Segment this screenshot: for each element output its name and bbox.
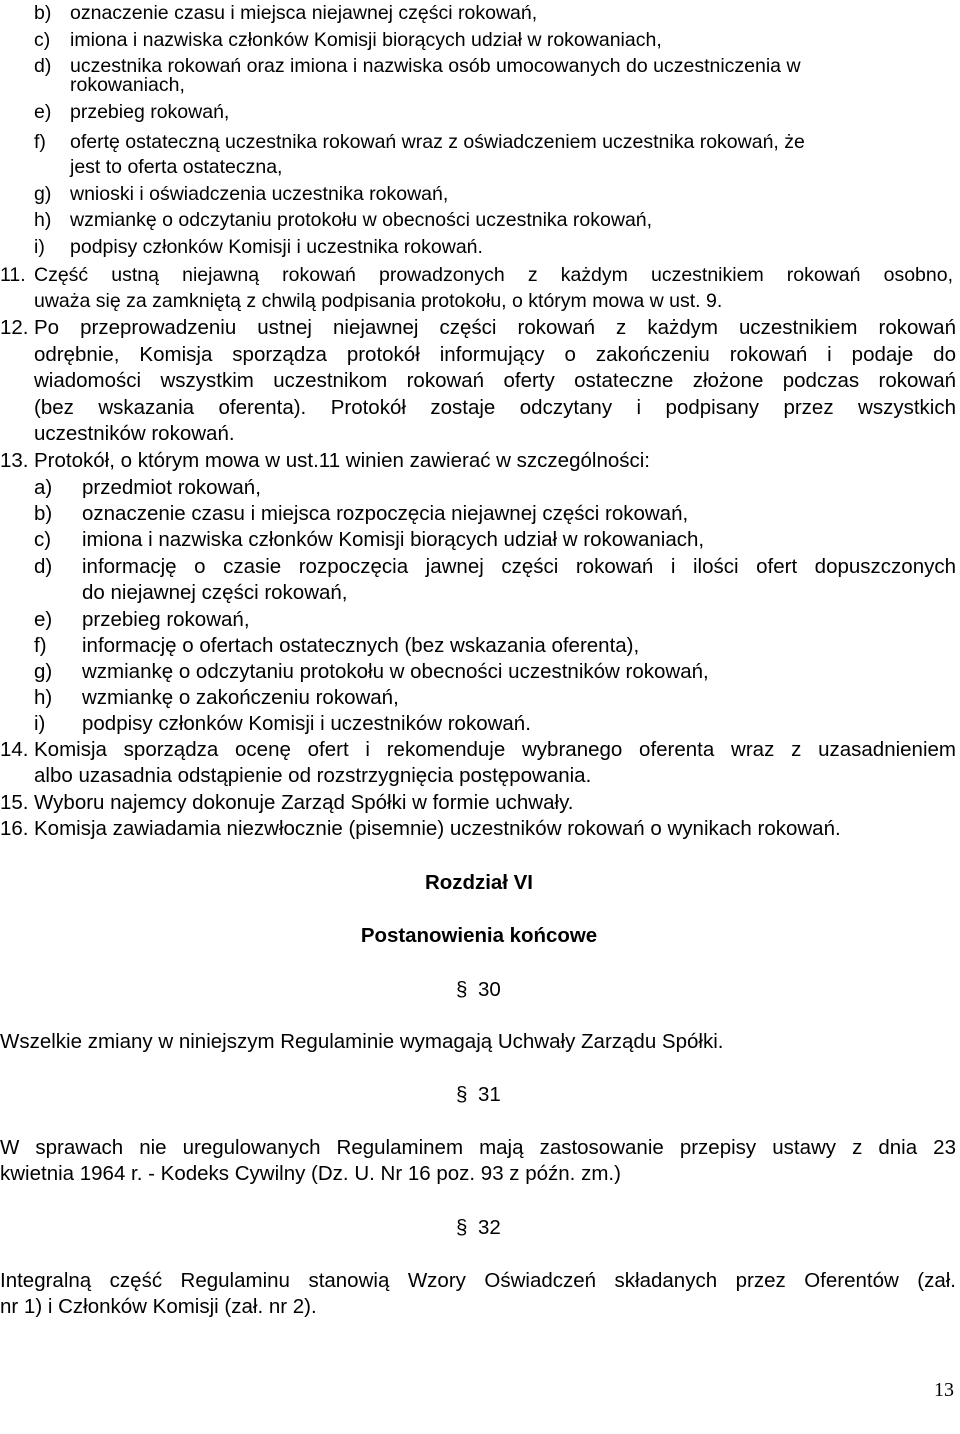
- section-32-text: Integralną część Regulaminu stanowią Wzory Oświadczeń składanych przez Oferentów (zał.: [0, 1269, 956, 1292]
- list-item-text: przedmiot rokowań,: [82, 476, 261, 499]
- section-32-text: nr 1) i Członków Komisji (zał. nr 2).: [0, 1295, 317, 1318]
- list-item-text: wzmiankę o zakończeniu rokowań,: [82, 686, 399, 709]
- list-item-text: ofertę ostateczną uczestnika rokowań wraz z oświadczeniem uczestnika rokowań, że: [70, 131, 805, 153]
- paragraph-12-text: Po przeprowadzeniu ustnej niejawnej części rokowań z każdym uczestnikiem rokowań: [34, 316, 956, 339]
- section-sign: §: [456, 1216, 468, 1239]
- list-marker: b): [34, 2, 52, 24]
- list-item-text: wnioski i oświadczenia uczestnika rokowań,: [70, 183, 449, 205]
- list-item-text: przebieg rokowań,: [70, 101, 230, 123]
- list-item-text-continued: do niejawnej części rokowań,: [82, 581, 348, 604]
- paragraph-11-text: uważa się za zamkniętą z chwilą podpisania protokołu, o którym mowa w ust. 9.: [34, 290, 723, 312]
- paragraph-number: 15.: [0, 791, 29, 814]
- list-item-text-continued: jest to oferta ostateczna,: [70, 156, 283, 178]
- list-item-text: oznaczenie czasu i miejsca niejawnej części rokowań,: [70, 2, 538, 24]
- section-number: 31: [478, 1083, 501, 1106]
- chapter-subtitle: Postanowienia końcowe: [360, 924, 598, 947]
- paragraph-12-text: uczestników rokowań.: [34, 422, 235, 445]
- list-item-text: wzmiankę o odczytaniu protokołu w obecności uczestnika rokowań,: [70, 209, 653, 231]
- section-number: 30: [478, 978, 501, 1001]
- list-marker: i): [34, 712, 46, 735]
- list-marker: g): [34, 660, 53, 683]
- list-marker: c): [34, 29, 51, 51]
- section-sign: §: [456, 1083, 468, 1106]
- list-marker: e): [34, 101, 52, 123]
- list-item-text: podpisy członków Komisji i uczestników rokowań.: [82, 712, 531, 735]
- list-marker: b): [34, 502, 53, 525]
- list-item-text: oznaczenie czasu i miejsca rozpoczęcia niejawnej części rokowań,: [82, 502, 689, 525]
- paragraph-12-text: (bez wskazania oferenta). Protokół zostaje odczytany i podpisany przez wszystkich: [34, 396, 956, 419]
- paragraph-number: 11.: [0, 264, 26, 286]
- list-item-text: uczestnika rokowań oraz imiona i nazwiska osób umocowanych do uczestniczenia w: [70, 55, 801, 77]
- section-31-text: kwietnia 1964 r. - Kodeks Cywilny (Dz. U. Nr 16 poz. 93 z późn. zm.): [0, 1162, 621, 1185]
- paragraph-number: 13.: [0, 449, 29, 472]
- section-number: 32: [478, 1216, 501, 1239]
- list-marker: i): [34, 236, 45, 258]
- section-sign: §: [456, 978, 468, 1001]
- list-marker: e): [34, 608, 53, 631]
- paragraph-number: 14.: [0, 738, 29, 761]
- list-item-text: podpisy członków Komisji i uczestnika rokowań.: [70, 236, 483, 258]
- list-item-text-continued: rokowaniach,: [70, 74, 185, 96]
- list-marker: a): [34, 476, 53, 499]
- paragraph-16-text: Komisja zawiadamia niezwłocznie (pisemnie) uczestników rokowań o wynikach rokowań.: [34, 817, 841, 840]
- list-marker: f): [34, 131, 46, 153]
- paragraph-14-text: albo uzasadnia odstąpienie od rozstrzygnięcia postępowania.: [34, 764, 592, 787]
- section-30-text: Wszelkie zmiany w niniejszym Regulaminie wymagają Uchwały Zarządu Spółki.: [0, 1030, 724, 1053]
- paragraph-15-text: Wyboru najemcy dokonuje Zarząd Spółki w formie uchwały.: [34, 791, 574, 814]
- list-marker: f): [34, 634, 47, 657]
- list-item-text: imiona i nazwiska członków Komisji biorących udział w rokowaniach,: [82, 528, 705, 551]
- paragraph-number: 12.: [0, 316, 29, 339]
- paragraph-number: 16.: [0, 817, 29, 840]
- paragraph-11-text: Część ustną niejawną rokowań prowadzonych z każdym uczestnikiem rokowań osobno,: [34, 264, 953, 286]
- list-item-text: przebieg rokowań,: [82, 608, 250, 631]
- page-number: 13: [934, 1379, 954, 1401]
- list-item-text: wzmiankę o odczytaniu protokołu w obecności uczestników rokowań,: [82, 660, 709, 683]
- list-item-text: imiona i nazwiska członków Komisji biorących udział w rokowaniach,: [70, 29, 662, 51]
- list-marker: d): [34, 555, 53, 578]
- chapter-title: Rozdział VI: [425, 871, 533, 894]
- section-31-text: W sprawach nie uregulowanych Regulaminem mają zastosowanie przepisy ustawy z dnia 23: [0, 1136, 956, 1159]
- list-item-text: informację o czasie rozpoczęcia jawnej części rokowań i ilości ofert dopuszczonych: [82, 555, 956, 578]
- list-marker: g): [34, 183, 52, 205]
- list-item-text: informację o ofertach ostatecznych (bez wskazania oferenta),: [82, 634, 640, 657]
- paragraph-14-text: Komisja sporządza ocenę ofert i rekomenduje wybranego oferenta wraz z uzasadnieniem: [34, 738, 956, 761]
- list-marker: h): [34, 686, 53, 709]
- list-marker: h): [34, 209, 52, 231]
- list-marker: d): [34, 55, 52, 77]
- paragraph-12-text: wiadomości wszystkim uczestnikom rokowań oferty ostateczne złożone podczas rokowań: [34, 369, 956, 392]
- list-marker: c): [34, 528, 52, 551]
- paragraph-13-text: Protokół, o którym mowa w ust.11 winien zawierać w szczególności:: [34, 449, 650, 472]
- paragraph-12-text: odrębnie, Komisja sporządza protokół informujący o zakończeniu rokowań i podaje do: [34, 343, 956, 366]
